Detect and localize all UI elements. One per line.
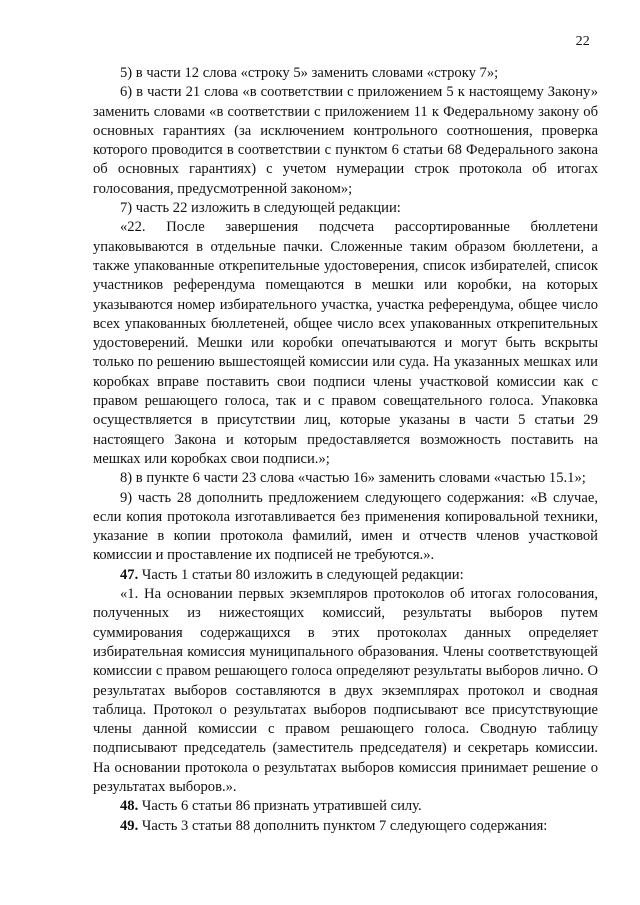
document-body — [93, 64, 598, 836]
paragraph-number: 48. — [120, 798, 139, 815]
page-number: 22 — [575, 34, 590, 49]
paragraph-item-9: 9) часть 28 дополнить предложением следующего содержания: «В случае, если копия протокола изготавливается без применения копировальной техники, указание в копии протокола фамилий, имен и отчеств членов участковой комиссии и проставление их подписей не требуются.». — [93, 489, 598, 564]
paragraph-item-7: 7) часть 22 изложить в следующей редакции: — [120, 200, 401, 217]
paragraph-number: 49. — [120, 817, 139, 834]
quoted-part-22: «22. После завершения подсчета рассортированные бюллетени упаковываются в отдельные пачки. Сложенные таким образом бюллетени, а также упакованные открепительные удостоверения, список избирателей, список участников референдума помещаются в мешки или коробки, на которых указываются номер избирательного участка, участка референдума, общее число всех упакованных бюллетеней, общее число всех упакованных открепительных удостоверений. Мешки или коробки опечатываются и могут быть вскрыты только по решению вышестоящей комиссии или суда. На указанных мешках или коробках вправе поставить свои подписи члены участковой комиссии как с правом решающего голоса, так и с правом совещательного голоса. Упаковка осуществляется в присутствии лиц, которые указаны в части 5 статьи 29 настоящего Закона и которым предоставляется возможность поставить на мешках или коробках свои подписи.»; — [93, 219, 598, 467]
paragraph-item-6: 6) в части 21 слова «в соответствии с приложением 5 к настоящему Закону» заменить словами «в соответствии с приложением 11 к Федеральному закону об основных гарантиях (за исключением контрольного соотношения, проверка которого проводится в соответствии с пунктом 6 статьи 68 Федерального закона об основных гарантиях) с учетом нумерации строк протокола об итогах голосования, предусмотренной законом»; — [93, 84, 598, 197]
paragraph-item-8: 8) в пункте 6 части 23 слова «частью 16» заменить словами «частью 15.1»; — [120, 470, 586, 487]
paragraph-number: 47. — [120, 566, 139, 583]
paragraph-47: 47. Часть 1 статьи 80 изложить в следующей редакции: — [120, 566, 464, 583]
paragraph-48: 48. Часть 6 статьи 86 признать утратившей силу. — [120, 798, 422, 815]
quoted-part-1: «1. На основании первых экземпляров протоколов об итогах голосования, полученных из нижестоящих комиссий, результаты выборов путем суммирования содержащихся в этих протоколах данных определяет избирательная комиссия муниципального образования. Члены соответствующей комиссии с правом решающего голоса определяют результаты выборов лично. О результатах выборов составляются в двух экземплярах протокол и сводная таблица. Протокол о результатах выборов подписывают все присутствующие члены данной комиссии с правом решающего голоса. Сводную таблицу подписывают председатель (заместитель председателя) и секретарь комиссии. На основании протокола о результатах выборов комиссия принимает решение о результатах выборов.». — [93, 586, 598, 795]
paragraph-item-5: 5) в части 12 слова «строку 5» заменить словами «строку 7»; — [120, 65, 499, 81]
paragraph-49: 49. Часть 3 статьи 88 дополнить пунктом 7 следующего содержания: — [120, 817, 548, 834]
